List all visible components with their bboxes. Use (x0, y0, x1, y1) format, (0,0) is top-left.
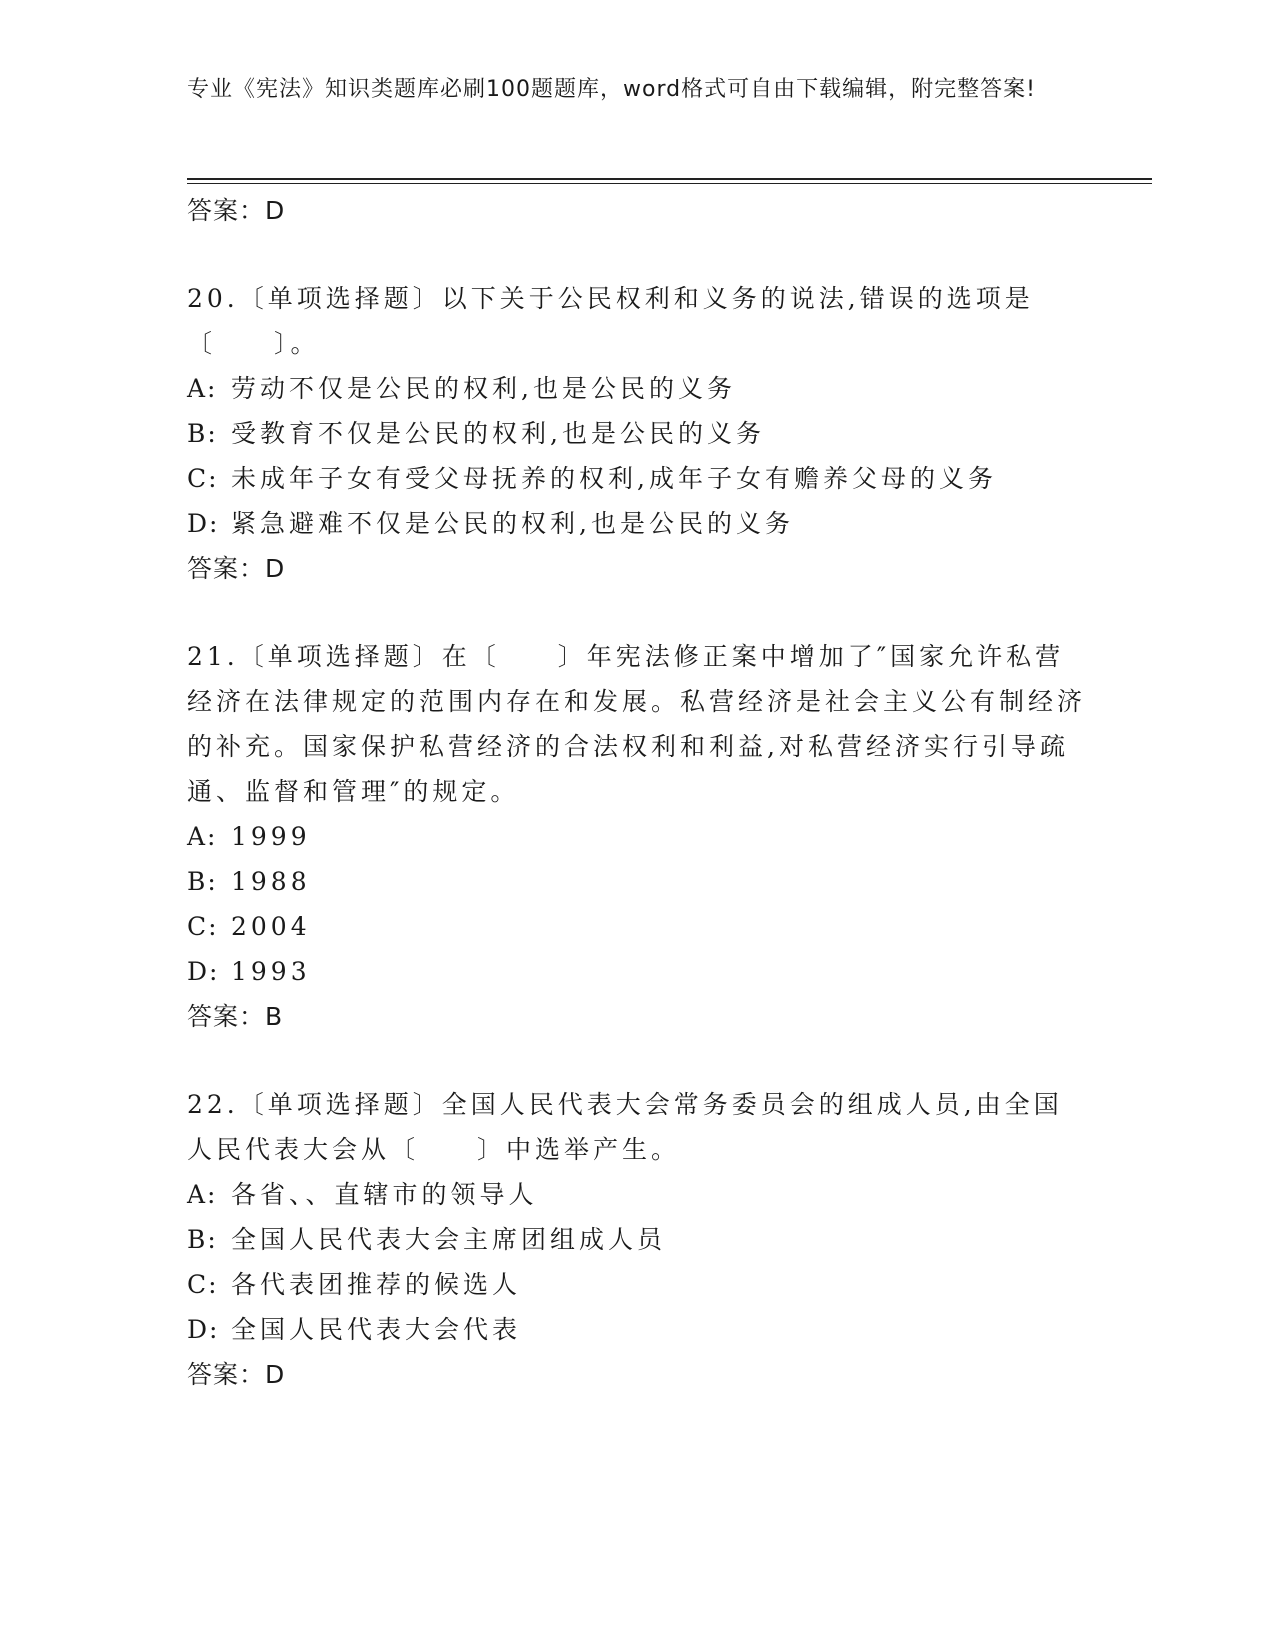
option-letter: C: (187, 464, 219, 493)
option-d (187, 1307, 1087, 1352)
option-text: 全国人民代表大会主席团组成人员 (231, 1225, 667, 1254)
option-b (187, 1217, 1087, 1262)
header-rule-thin (187, 183, 1152, 184)
option-text: 全国人民代表大会代表 (231, 1315, 522, 1344)
option-a (187, 1172, 1087, 1217)
option-c (187, 456, 1087, 501)
answer-line: 答案：D (187, 554, 286, 583)
question-21 (187, 634, 1087, 1040)
option-a (187, 366, 1087, 411)
option-c (187, 904, 1087, 949)
option-c (187, 1262, 1087, 1307)
question-22 (187, 1082, 1087, 1398)
option-text: 1999 (231, 822, 311, 851)
option-text: 劳动不仅是公民的权利,也是公民的义务 (231, 374, 736, 403)
option-b (187, 859, 1087, 904)
previous-question-answer: 答案：D (187, 196, 286, 225)
option-letter: D: (187, 1315, 220, 1344)
option-a (187, 814, 1087, 859)
option-text: 各代表团推荐的候选人 (231, 1270, 522, 1299)
option-letter: A: (187, 374, 218, 403)
option-d (187, 501, 1087, 546)
option-text: 紧急避难不仅是公民的权利,也是公民的义务 (231, 509, 794, 538)
option-letter: A: (187, 1180, 218, 1209)
option-letter: C: (187, 1270, 219, 1299)
option-letter: B: (187, 1225, 218, 1254)
option-letter: B: (187, 867, 218, 896)
option-letter: D: (187, 509, 220, 538)
option-letter: B: (187, 419, 218, 448)
document-header: 专业《宪法》知识类题库必刷100题题库，word格式可自由下载编辑，附完整答案! (187, 77, 1036, 102)
answer-line: 答案：D (187, 1360, 286, 1389)
option-text: 未成年子女有受父母抚养的权利,成年子女有赡养父母的义务 (231, 464, 997, 493)
option-d (187, 949, 1087, 994)
option-b (187, 411, 1087, 456)
option-letter: C: (187, 912, 219, 941)
header-rule-thick (187, 178, 1152, 180)
option-letter: A: (187, 822, 218, 851)
option-letter: D: (187, 957, 220, 986)
option-text: 受教育不仅是公民的权利,也是公民的义务 (231, 419, 765, 448)
option-text: 各省、、直辖市的领导人 (231, 1180, 538, 1209)
option-text: 1988 (231, 867, 311, 896)
question-stem: 21.〔单项选择题〕在〔 〕年宪法修正案中增加了″国家允许私营经济在法律规定的范围内存在和发展。私营经济是社会主义公有制经济的补充。国家保护私营经济的合法权利和利益,对私营经济实行引导疏通、监督和管理″的规定。 (187, 642, 1087, 806)
question-stem: 22.〔单项选择题〕全国人民代表大会常务委员会的组成人员,由全国人民代表大会从〔 〕中选举产生。 (187, 1090, 1063, 1164)
option-text: 2004 (231, 912, 311, 941)
question-list (187, 188, 1087, 1398)
question-20 (187, 276, 1087, 592)
option-text: 1993 (231, 957, 311, 986)
answer-line: 答案：B (187, 1002, 284, 1031)
question-stem: 20.〔单项选择题〕以下关于公民权利和义务的说法,错误的选项是〔 〕。 (187, 284, 1034, 358)
